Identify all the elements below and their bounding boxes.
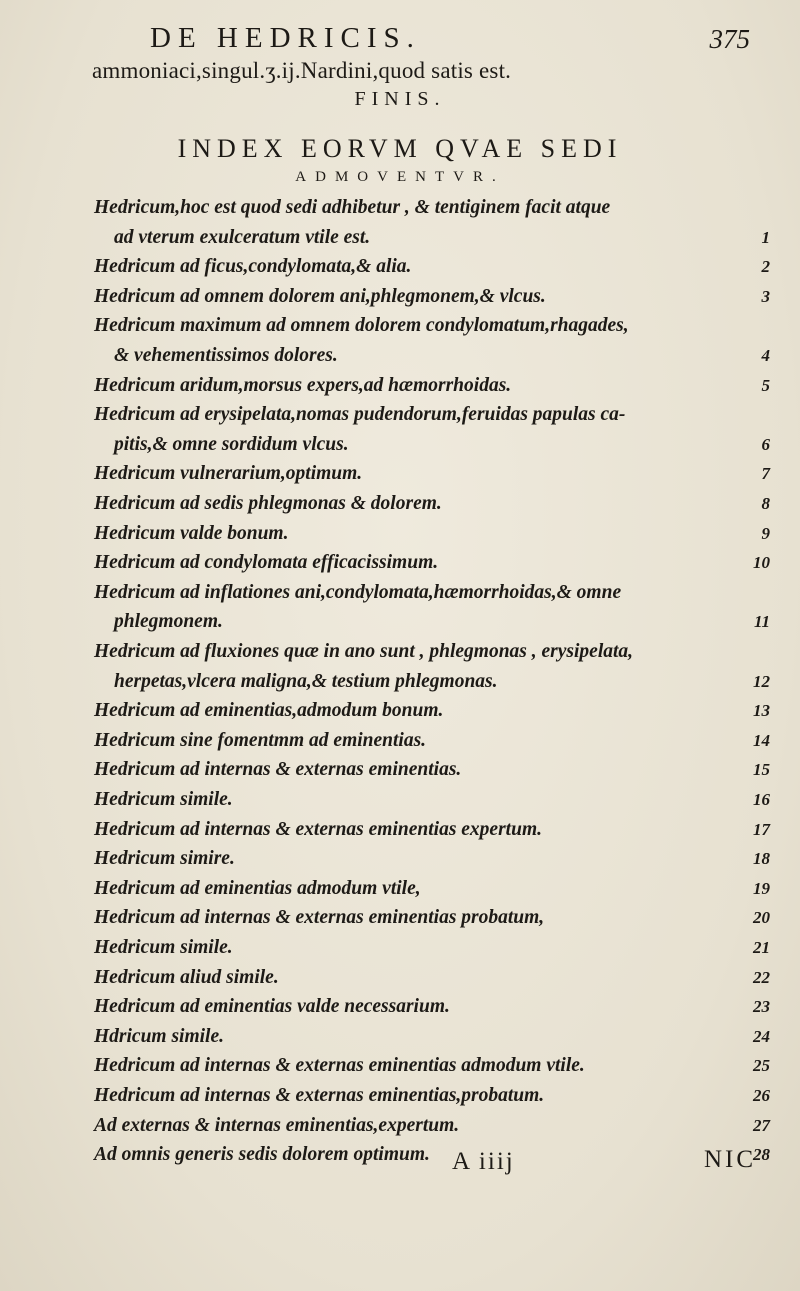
index-entry-text: Hedricum aliud simile. bbox=[94, 967, 279, 988]
index-entries bbox=[0, 195, 800, 1205]
index-entry-number: 12 bbox=[753, 672, 770, 691]
index-entry-text: Hedricum ad omnem dolorem ani,phlegmonem,& vlcus. bbox=[94, 286, 546, 307]
index-entry-number: 13 bbox=[753, 701, 770, 720]
index-entry-number: 11 bbox=[753, 612, 770, 631]
running-title: DE HEDRICIS. bbox=[150, 22, 421, 54]
index-entry-number: 22 bbox=[753, 968, 770, 987]
index-entry-continuation: herpetas,vlcera maligna,& testium phlegmonas. bbox=[114, 671, 498, 692]
index-entry-text: Hedricum maximum ad omnem dolorem condylomatum,rhagades, bbox=[94, 315, 629, 336]
index-entry-number: 10 bbox=[753, 553, 770, 572]
index-entry-number: 15 bbox=[753, 760, 770, 779]
index-entry-text: Hedricum simile. bbox=[94, 789, 233, 810]
index-entry-text: Hedricum ad internas & externas eminentias,probatum. bbox=[94, 1085, 545, 1106]
index-entry-text: Hedricum ad internas & externas eminentias admodum vtile. bbox=[94, 1055, 585, 1076]
index-title: INDEX EORVM QVAE SEDI bbox=[177, 134, 623, 163]
index-entry-number: 8 bbox=[761, 494, 770, 513]
index-entry-number: 1 bbox=[761, 228, 770, 247]
index-subtitle: ADMOVENTVR. bbox=[295, 169, 505, 185]
index-entry-number: 16 bbox=[753, 790, 770, 809]
index-entry-number: 4 bbox=[761, 346, 770, 365]
index-entry-number: 3 bbox=[761, 287, 770, 306]
index-entry-text: Hedricum ad condylomata efficacissimum. bbox=[94, 552, 439, 573]
index-entry-text: Hedricum ad fluxiones quæ in ano sunt , phlegmonas , erysipelata, bbox=[94, 641, 634, 662]
index-entry-text: Hedricum ad ficus,condylomata,& alia. bbox=[94, 256, 412, 277]
finis-heading: FINIS. bbox=[354, 88, 446, 110]
index-entry-text: Ad omnis generis sedis dolorem optimum. bbox=[94, 1144, 430, 1165]
index-entry-number: 18 bbox=[753, 849, 770, 868]
signature-mark: A iiij bbox=[452, 1148, 515, 1175]
index-entry-continuation: pitis,& omne sordidum vlcus. bbox=[114, 434, 349, 455]
catchword: NIC bbox=[704, 1146, 757, 1173]
index-entry-number: 20 bbox=[753, 908, 770, 927]
index-entry-text: Hedricum ad internas & externas eminentias. bbox=[94, 759, 462, 780]
index-entry-number: 23 bbox=[753, 997, 770, 1016]
index-entry-text: Hedricum vulnerarium,optimum. bbox=[94, 463, 363, 484]
index-entry-number: 24 bbox=[753, 1027, 770, 1046]
index-entry-number: 2 bbox=[761, 257, 770, 276]
index-entry-number: 6 bbox=[761, 435, 770, 454]
index-entry-text: Hedricum valde bonum. bbox=[94, 523, 289, 544]
index-entry-text: Hedricum ad erysipelata,nomas pudendorum,feruidas papulas ca- bbox=[94, 404, 626, 425]
index-entry-text: Hedricum ad eminentias valde necessarium. bbox=[94, 996, 450, 1017]
index-entry-number: 9 bbox=[761, 524, 770, 543]
index-entry-number: 17 bbox=[753, 820, 770, 839]
index-entry-text: Hedricum ad internas & externas eminentias probatum, bbox=[94, 907, 545, 928]
index-entry-text: Ad externas & internas eminentias,expertum. bbox=[94, 1115, 460, 1136]
index-entry-continuation: phlegmonem. bbox=[114, 611, 223, 632]
index-entry-continuation: ad vterum exulceratum vtile est. bbox=[114, 227, 371, 248]
colophon-line: ammoniaci,singul.ʒ.ij.Nardini,quod satis est. bbox=[92, 58, 512, 83]
index-entry-number: 7 bbox=[761, 464, 770, 483]
index-entry-text: Hedricum ad internas & externas eminentias expertum. bbox=[94, 819, 542, 840]
index-entry-text: Hedricum simile. bbox=[94, 937, 233, 958]
index-entry-text: Hedricum sine fomentmm ad eminentias. bbox=[94, 730, 427, 751]
index-entry-text: Hedricum ad eminentias,admodum bonum. bbox=[94, 700, 444, 721]
index-entry-text: Hedricum,hoc est quod sedi adhibetur , & tentiginem facit atque bbox=[94, 197, 611, 218]
index-entry-number: 21 bbox=[753, 938, 770, 957]
index-entry-number: 5 bbox=[761, 376, 770, 395]
index-entry-text: Hedricum simire. bbox=[94, 848, 235, 869]
index-entry-text: Hedricum aridum,morsus expers,ad hæmorrhoidas. bbox=[94, 375, 512, 396]
index-entry-text: Hedricum ad eminentias admodum vtile, bbox=[94, 878, 421, 899]
index-entry-text: Hdricum simile. bbox=[94, 1026, 225, 1047]
index-entry-text: Hedricum ad inflationes ani,condylomata,hæmorrhoidas,& omne bbox=[94, 582, 622, 603]
index-entry-number: 25 bbox=[753, 1056, 770, 1075]
page-number: 375 bbox=[709, 24, 750, 54]
index-entry-number: 27 bbox=[753, 1116, 770, 1135]
index-entry-number: 14 bbox=[753, 731, 770, 750]
running-head bbox=[150, 22, 750, 56]
index-entry-number: 19 bbox=[753, 879, 770, 898]
index-entry-text: Hedricum ad sedis phlegmonas & dolorem. bbox=[94, 493, 442, 514]
index-entry-continuation: & vehementissimos dolores. bbox=[114, 345, 338, 366]
index-entry-number: 28 bbox=[753, 1145, 770, 1164]
index-entry-number: 26 bbox=[753, 1086, 770, 1105]
